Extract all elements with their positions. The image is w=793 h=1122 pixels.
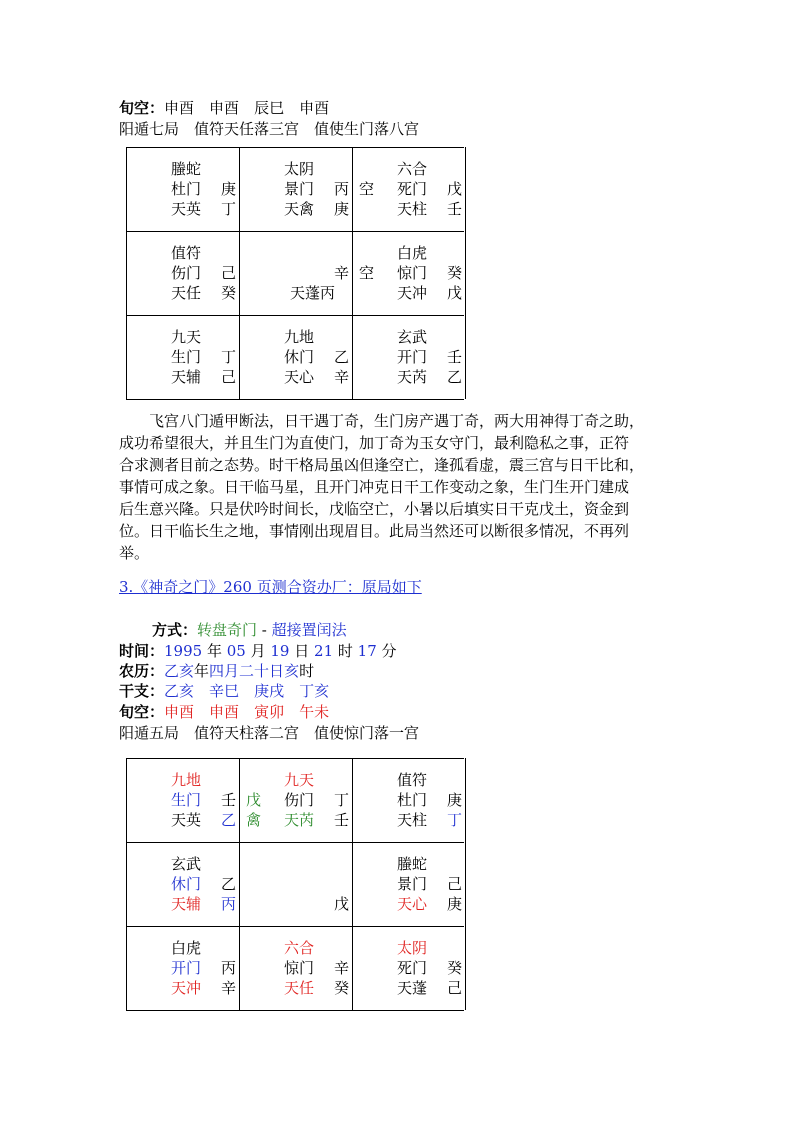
xunkong-line-1: [119, 98, 329, 118]
palace-empty-mark: 戊: [246, 791, 262, 809]
ganzhi-value: 丁亥: [299, 682, 330, 700]
palace-star: 天辅: [171, 368, 202, 386]
palace-star-stem: 丁: [447, 811, 463, 829]
palace-star: 天冲: [171, 979, 202, 997]
lunar-date: 四月二十日: [209, 662, 285, 680]
time-unit: 分: [376, 642, 397, 660]
grid-border: [465, 147, 466, 399]
palace-door-stem: 丙: [221, 959, 237, 977]
xunkong-value: 申酉: [209, 703, 240, 721]
palace-deity: 白虎: [171, 939, 202, 957]
palace-door-stem: 辛: [334, 959, 350, 977]
palace-deity: 九天: [284, 771, 315, 789]
xunkong-value: 寅卯: [254, 703, 285, 721]
ganzhi-value: 辛巳: [209, 682, 240, 700]
palace-star-stem: 丙: [221, 895, 237, 913]
analysis-paragraph: [119, 410, 671, 564]
palace-star-stem: 庚: [334, 200, 350, 218]
palace-door-stem: 庚: [221, 180, 237, 198]
palace-star-stem: 壬: [334, 811, 350, 829]
grid-border: [126, 1010, 464, 1011]
method-line: [152, 620, 347, 640]
palace-star: 天冲: [397, 284, 428, 302]
time-day: 19: [270, 642, 290, 660]
palace-star-stem: 乙: [447, 368, 463, 386]
palace-star-stem: 辛: [334, 368, 350, 386]
palace-door: 死门: [397, 180, 428, 198]
palace-star-stem: 庚: [447, 895, 463, 913]
palace-door: 杜门: [397, 791, 428, 809]
method-sep: -: [257, 621, 272, 639]
palace-door: 休门: [171, 875, 202, 893]
palace-door: 生门: [171, 348, 202, 366]
xunkong-value: 申酉: [164, 703, 195, 721]
palace-door: 死门: [397, 959, 428, 977]
time-label: 时间：: [119, 642, 165, 660]
time-line: [119, 641, 397, 661]
ganzhi-value: 庚戌: [254, 682, 285, 700]
time-unit: 日: [289, 642, 315, 660]
paragraph-line: 举。: [119, 544, 150, 562]
grid-divider: [239, 758, 240, 1010]
palace-door-stem: 乙: [221, 875, 237, 893]
palace-star-stem: 癸: [334, 979, 350, 997]
method-value: 转盘奇门: [197, 621, 258, 639]
palace-door: 开门: [397, 348, 428, 366]
grid-border: [126, 758, 127, 1010]
palace-door-stem: 己: [221, 264, 237, 282]
palace-star: 天禽: [284, 200, 315, 218]
method-label: 方式：: [152, 621, 198, 639]
grid-border: [126, 758, 464, 759]
palace-door-stem: 癸: [447, 959, 463, 977]
lunar-hour: 亥: [284, 662, 300, 680]
paragraph-line: 位。日干临长生之地，事情刚出现眉目。此局当然还可以断很多情况，不再列: [119, 522, 630, 540]
grid-divider: [352, 758, 353, 1010]
ju-line-2: 阳遁五局 值符天柱落二宫 值使惊门落一宫: [119, 724, 420, 742]
ganzhi-label: 干支：: [119, 682, 165, 700]
palace-grid-2: [122, 758, 468, 1014]
xunkong-value: 申酉: [164, 99, 195, 117]
palace-door-stem: 戊: [447, 180, 463, 198]
palace-deity: 螣蛇: [397, 855, 428, 873]
paragraph-line: 成功希望很大，并且生门为直使门，加丁奇为玉女守门，最利隐私之事，正符: [119, 434, 630, 452]
palace-star: 天心: [284, 368, 315, 386]
palace-door-stem: 丁: [334, 791, 350, 809]
palace-deity: 太阴: [284, 160, 315, 178]
palace-door-stem: 庚: [447, 791, 463, 809]
palace-star: 天柱: [397, 811, 428, 829]
palace-deity: 玄武: [397, 328, 428, 346]
grid-border: [126, 147, 127, 399]
palace-empty-mark: 禽: [246, 811, 262, 829]
lunar-unit: 年: [194, 662, 210, 680]
palace-star: 天柱: [397, 200, 428, 218]
palace-star-stem: 辛: [221, 979, 237, 997]
palace-star: 天辅: [171, 895, 202, 913]
palace-deity: 白虎: [397, 244, 428, 262]
lunar-label: 农历：: [119, 662, 165, 680]
grid-border: [465, 758, 466, 1010]
palace-deity: 九天: [171, 328, 202, 346]
palace-door-stem: 己: [447, 875, 463, 893]
grid-divider: [126, 231, 464, 232]
palace-empty-mark: 空: [359, 264, 375, 282]
palace-star-stem: 己: [221, 368, 237, 386]
palace-door: 惊门: [397, 264, 428, 282]
palace-deity: 太阴: [397, 939, 428, 957]
palace-star-stem: 丁: [221, 200, 237, 218]
grid-divider: [126, 926, 464, 927]
palace-door-stem: 丙: [334, 180, 350, 198]
palace-star-stem: 癸: [221, 284, 237, 302]
ganzhi-value: 乙亥: [164, 682, 195, 700]
palace-door: 景门: [397, 875, 428, 893]
lunar-unit: 时: [299, 662, 315, 680]
xunkong-label: 旬空：: [119, 99, 165, 117]
palace-door-stem: 癸: [447, 264, 463, 282]
paragraph-line: 合求测者目前之态势。时干格局虽凶但逢空亡，逢孤看虚，震三宫与日干比和，: [119, 456, 645, 474]
paragraph-line: 后生意兴隆。只是伏吟时间长，戊临空亡，小暑以后填实日干克戊土，资金到: [119, 500, 630, 518]
palace-star: 天蓬: [397, 979, 428, 997]
palace-star: 天心: [397, 895, 428, 913]
ju-line-1: 阳遁七局 值符天任落三宫 值使生门落八宫: [119, 120, 420, 138]
palace-star: 天芮: [284, 811, 315, 829]
grid-divider: [239, 147, 240, 399]
palace-door-stem: 乙: [334, 348, 350, 366]
palace-door: 生门: [171, 791, 202, 809]
palace-door: 伤门: [284, 791, 315, 809]
palace-door-stem: 丁: [221, 348, 237, 366]
palace-star: 天蓬丙: [290, 284, 336, 302]
palace-door: 景门: [284, 180, 315, 198]
palace-door-stem: 壬: [221, 791, 237, 809]
xunkong-value: 午未: [299, 703, 330, 721]
palace-door: 惊门: [284, 959, 315, 977]
time-unit: 年: [202, 642, 227, 660]
palace-deity: 螣蛇: [171, 160, 202, 178]
lunar-year: 乙亥: [164, 662, 195, 680]
time-minute: 17: [357, 642, 377, 660]
time-unit: 月: [245, 642, 271, 660]
xunkong-line-2: [119, 702, 329, 722]
palace-star-stem: 壬: [447, 200, 463, 218]
method-value2: 超接置闰法: [271, 621, 347, 639]
palace-door-stem: 壬: [447, 348, 463, 366]
ganzhi-line: [119, 681, 329, 701]
palace-star-stem: 乙: [221, 811, 237, 829]
time-hour: 21: [314, 642, 334, 660]
palace-star: 天任: [284, 979, 315, 997]
palace-deity: 九地: [171, 771, 202, 789]
palace-deity: 六合: [284, 939, 315, 957]
palace-door: 杜门: [171, 180, 202, 198]
time-year: 1995: [164, 642, 203, 660]
palace-door: 休门: [284, 348, 315, 366]
palace-deity: 玄武: [171, 855, 202, 873]
palace-star-stem: 戊: [334, 895, 350, 913]
palace-door: 伤门: [171, 264, 202, 282]
grid-divider: [126, 842, 464, 843]
palace-star: 天英: [171, 200, 202, 218]
grid-border: [126, 147, 464, 148]
palace-deity: 六合: [397, 160, 428, 178]
palace-deity: 值符: [171, 244, 202, 262]
palace-star-stem: 戊: [447, 284, 463, 302]
palace-grid-1: [122, 147, 468, 403]
lunar-line: [119, 661, 314, 681]
palace-door-stem: 辛: [334, 264, 350, 282]
palace-deity: 值符: [397, 771, 428, 789]
xunkong-value: 辰巳: [254, 99, 285, 117]
time-unit: 时: [333, 642, 358, 660]
palace-star-stem: 己: [447, 979, 463, 997]
time-month: 05: [226, 642, 246, 660]
palace-deity: 九地: [284, 328, 315, 346]
palace-empty-mark: 空: [359, 180, 375, 198]
paragraph-line: 事情可成之象。日干临马星，且开门冲克日干工作变动之象，生门生开门建成: [119, 478, 630, 496]
grid-border: [126, 399, 464, 400]
palace-star: 天任: [171, 284, 202, 302]
grid-divider: [126, 315, 464, 316]
xunkong-value: 申酉: [299, 99, 330, 117]
xunkong-value: 申酉: [209, 99, 240, 117]
section-heading-link[interactable]: 3.《神奇之门》260 页测合资办厂：原局如下: [119, 578, 422, 596]
paragraph-line: 飞宫八门遁甲断法，日干遇丁奇，生门房产遇丁奇，两大用神得丁奇之助，: [119, 412, 645, 430]
grid-divider: [352, 147, 353, 399]
palace-star: 天芮: [397, 368, 428, 386]
palace-star: 天英: [171, 811, 202, 829]
xunkong-label: 旬空：: [119, 703, 165, 721]
palace-door: 开门: [171, 959, 202, 977]
